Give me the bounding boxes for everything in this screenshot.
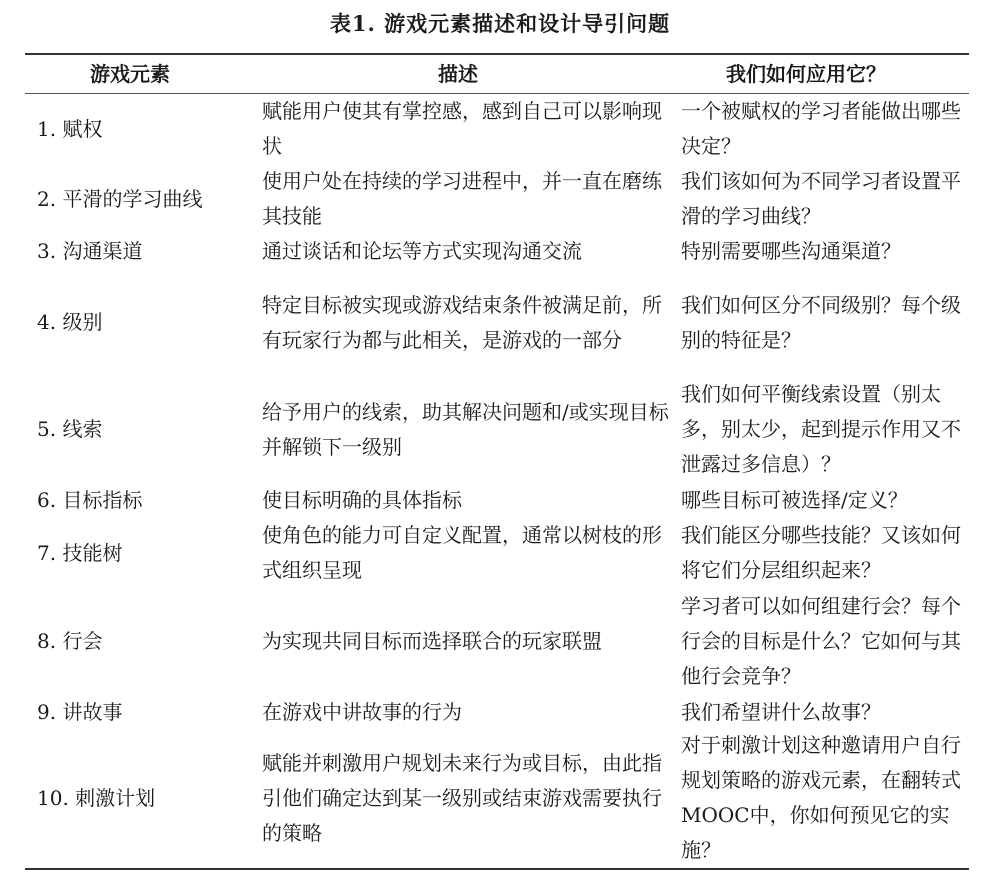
cell-question: 哪些目标可被选择/定义？: [681, 488, 908, 512]
cell-description: 赋能用户使其有掌控感，感到自己可以影响现状: [262, 99, 662, 158]
table-row: [0, 234, 1000, 269]
cell-description: 给予用户的线索，助其解决问题和/或实现目标并解锁下一级别: [262, 399, 669, 459]
cell-element: 1. 赋权: [37, 116, 103, 141]
cell-question: 我们如何区分不同级别？每个级别的特征是？: [681, 292, 961, 352]
cell-element: 7. 技能树: [37, 540, 123, 565]
cell-element: 4. 级别: [37, 310, 103, 334]
table-row: [0, 376, 1000, 483]
cell-description: 赋能并刺激用户规划未来行为或目标，由此指引他们确定达到某一级别或结束游戏需要执行的策略: [262, 750, 662, 845]
header-application: 我们如何应用它？: [726, 62, 886, 86]
cell-description: 为实现共同目标而选择联合的玩家联盟: [262, 629, 602, 653]
cell-element: 8. 行会: [37, 629, 103, 653]
cell-element: 3. 沟通渠道: [37, 239, 143, 263]
cell-description: 通过谈话和论坛等方式实现沟通交流: [262, 239, 582, 263]
header-game-element: 游戏元素: [90, 62, 170, 86]
cell-element: 2. 平滑的学习曲线: [37, 186, 203, 211]
header-description: 描述: [438, 62, 478, 86]
table-row: [0, 730, 1000, 866]
cell-element: 6. 目标指标: [37, 488, 143, 512]
cell-description: 使目标明确的具体指标: [262, 488, 462, 512]
cell-question: 学习者可以如何组建行会？每个行会的目标是什么？它如何与其他行会竞争？: [681, 594, 961, 688]
cell-element: 5. 线索: [37, 417, 103, 441]
cell-question: 我们能区分哪些技能？又该如何将它们分层组织起来？: [681, 523, 961, 582]
cell-question: 对于刺激计划这种邀请用户自行规划策略的游戏元素，在翻转式MOOC中，你如何预见它的实施？: [681, 733, 961, 862]
cell-question: 一个被赋权的学习者能做出哪些决定？: [681, 99, 961, 158]
table-row: [0, 695, 1000, 730]
cell-question: 我们如何平衡线索设置（别太多，别太少，起到提示作用又不泄露过多信息）？: [681, 382, 961, 476]
cell-description: 在游戏中讲故事的行为: [262, 700, 462, 724]
cell-description: 使用户处在持续的学习进程中，并一直在磨练其技能: [262, 169, 662, 228]
cell-description: 特定目标被实现或游戏结束条件被满足前，所有玩家行为都与此相关，是游戏的一部分: [262, 292, 662, 352]
cell-element: 9. 讲故事: [37, 700, 123, 724]
table-top-rule: [25, 53, 969, 55]
table-row: [0, 94, 1000, 164]
table-caption: 表1. 游戏元素描述和设计导引问题: [329, 11, 671, 36]
cell-question: 特别需要哪些沟通渠道？: [681, 239, 901, 263]
cell-question: 我们希望讲什么故事？: [681, 700, 881, 724]
table-row: [0, 483, 1000, 518]
cell-description: 使角色的能力可自定义配置，通常以树枝的形式组织呈现: [262, 523, 662, 582]
table-row: [0, 164, 1000, 234]
cell-element: 10. 刺激计划: [37, 785, 156, 810]
table-row: [0, 269, 1000, 376]
cell-question: 我们该如何为不同学习者设置平滑的学习曲线？: [681, 169, 961, 228]
table-row: [0, 588, 1000, 695]
table-row: [0, 518, 1000, 588]
table-bottom-rule: [25, 868, 969, 870]
